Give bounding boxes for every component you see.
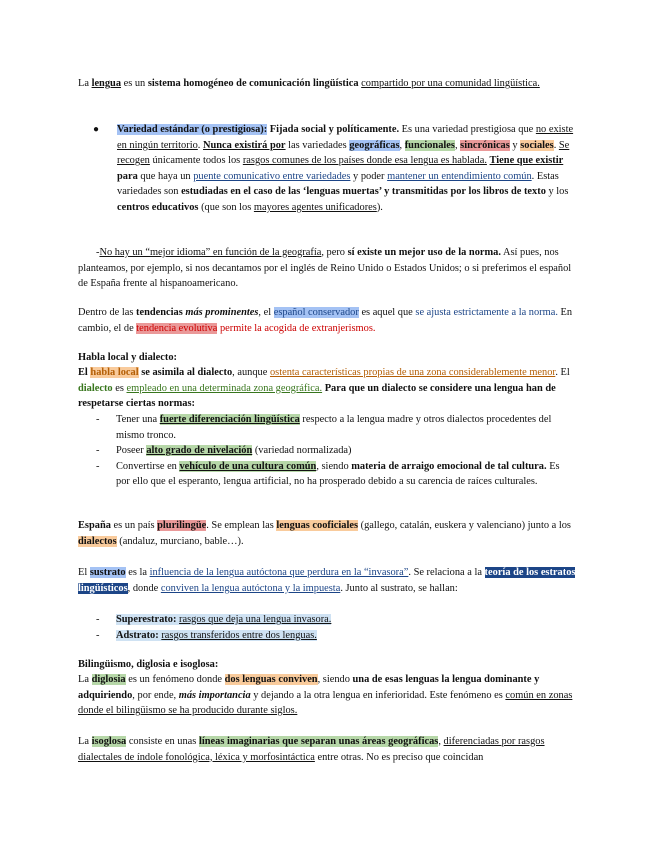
bullet-icon: ●: [93, 124, 100, 135]
definition-bold: sistema homogéneo de comunicación lingüística: [147, 78, 359, 89]
text: . El: [555, 367, 570, 378]
text: Fijada social y políticamente.: [267, 124, 400, 135]
text: es la: [125, 567, 150, 578]
text: permite la acogida de extranjerismos.: [217, 322, 376, 334]
text: conviven la lengua autóctona y la impuesta: [160, 582, 341, 594]
text: , aunque: [232, 367, 270, 378]
text: que haya un: [137, 170, 194, 182]
text: (andaluz, murciano, bable…).: [116, 535, 244, 547]
section-heading-habla-local: Habla local y dialecto:: [78, 352, 177, 363]
text: (que son los: [198, 201, 254, 213]
text: Se recogen: [117, 139, 570, 167]
text: Tener una: [116, 414, 160, 425]
dash-icon: -: [96, 614, 100, 625]
text: , siendo: [316, 460, 352, 472]
term-sustrato: sustrato: [89, 567, 126, 578]
dash-icon: -: [96, 629, 100, 641]
text: Nunca existirá por: [203, 139, 286, 151]
text: diferenciadas por rasgos dialectales de índole fonológica, léxica y morfosintáctica: [78, 736, 545, 763]
list-estratos: [96, 612, 576, 643]
list-item: [96, 459, 576, 490]
text: Tiene que existir: [489, 155, 564, 167]
text: y dejando a la otra lengua en inferioridad. Este fenómeno es: [250, 689, 506, 701]
text: No hay un “mejor idioma” en función de la geografía: [99, 247, 322, 258]
list-normas: [96, 412, 576, 490]
text: fuerte diferenciación lingüística: [159, 414, 300, 425]
text: una de esas lenguas la lengua dominante y adquiriendo: [78, 674, 540, 701]
term-dialecto: dialecto: [78, 382, 113, 394]
term-espanol-conservador: español conservador: [273, 307, 359, 318]
text: En cambio, el de: [78, 307, 573, 334]
text: se ajusta estrictamente a la norma.: [415, 307, 558, 318]
term-sociales: sociales: [520, 139, 554, 151]
text: rasgos comunes de los países donde esa lengua es hablada.: [242, 155, 487, 167]
text: Es por ello que el esperanto, lengua artificial, no ha prosperado debido a su carencia de raíces culturales.: [116, 460, 560, 488]
text: común en zonas donde el bilingüismo se ha producido durante siglos.: [78, 689, 573, 717]
term-sincronicas: sincrónicas: [460, 139, 510, 151]
text: alto grado de nivelación: [146, 445, 253, 457]
term-lenguas-cooficiales: lenguas cooficiales: [276, 520, 359, 531]
term-plurilingue: plurilingüe: [157, 520, 207, 531]
paragraph-diglosia: [78, 672, 578, 719]
paragraph-sustrato: [78, 565, 578, 596]
text: Así pues, nos planteamos, por ejemplo, si nos decantamos por el inglés de Reino Unido o Estados Unidos; o si preferimos el español de España frente al hispanoamericano.: [78, 247, 572, 290]
text: España: [78, 520, 111, 531]
text: ,: [454, 139, 461, 151]
text: Para que un dialecto se considere una lengua han de respetarse ciertas normas:: [78, 382, 556, 410]
text: y poder: [350, 170, 388, 182]
text: rasgos transferidos entre dos lenguas.: [161, 629, 317, 641]
text: estudiadas en el caso de las ‘lenguas muertas’ y transmitidas por los libros de texto: [181, 186, 546, 198]
term-tendencia-evolutiva: tendencia evolutiva: [136, 322, 218, 334]
text: vehículo de una cultura común: [179, 460, 317, 472]
text: .: [553, 139, 559, 151]
bullet-text: [117, 122, 575, 216]
text: y los: [545, 186, 569, 198]
text: consiste en unas: [126, 736, 199, 747]
paragraph-tendencias: [78, 305, 578, 336]
text: El: [78, 367, 91, 378]
text: empleado en una determinada zona geográfica.: [126, 382, 323, 394]
text: ).: [376, 201, 383, 213]
dash-icon: -: [96, 445, 100, 457]
text: , el: [258, 307, 274, 318]
term-superestrato: Superestrato:: [116, 614, 177, 625]
list-item: [96, 412, 576, 443]
text: Poseer: [116, 445, 147, 457]
text: .: [197, 139, 203, 151]
term-dialectos: dialectos: [78, 535, 117, 547]
text: , pero: [321, 247, 348, 258]
text: únicamente todos los: [149, 155, 243, 167]
term-isoglosa: isoglosa: [91, 736, 127, 747]
text: influencia de la lengua autóctona que perdura en la “invasora”: [149, 567, 409, 578]
text: centros educativos: [117, 201, 199, 213]
text: se asimila al dialecto: [138, 367, 233, 378]
term-dos-lenguas-conviven: dos lenguas conviven: [224, 674, 318, 685]
text: no existe en ningún territorio: [117, 124, 574, 151]
text: mantener un entendimiento común: [387, 170, 532, 182]
text: y: [509, 139, 521, 151]
text: ,: [438, 736, 444, 747]
text: La: [78, 674, 92, 685]
text: ,: [399, 139, 405, 151]
text: ostenta características propias de una zona considerablemente menor: [269, 367, 556, 378]
text: -: [96, 247, 100, 258]
text: es aquel que: [358, 307, 416, 318]
text: (gallego, catalán, euskera y valenciano) junto a los: [358, 520, 571, 531]
text: es un fenómeno donde: [125, 674, 225, 685]
text: para: [117, 170, 138, 182]
text: rasgos que deja una lengua invasora.: [179, 614, 332, 625]
text: es un: [121, 78, 148, 89]
text: (variedad normalizada): [252, 445, 352, 457]
paragraph-lengua-definition: [78, 76, 578, 92]
text: puente comunicativo entre variedades: [193, 170, 351, 182]
text: , donde: [127, 582, 161, 594]
term-diglosia: diglosia: [91, 674, 126, 685]
text: las variedades: [285, 139, 350, 151]
text: es: [112, 382, 127, 394]
dash-icon: -: [96, 414, 100, 425]
paragraph-espana: [78, 518, 578, 549]
dash-icon: -: [96, 460, 100, 472]
text: es un país: [110, 520, 158, 531]
term-lengua: lengua: [91, 78, 122, 89]
text: tendencias: [136, 307, 183, 318]
text: entre otras. No es preciso que coincidan: [314, 751, 484, 763]
text: . Junto al sustrato, se hallan:: [340, 582, 458, 594]
list-item: [96, 443, 576, 459]
section-heading-bilinguismo: Bilingüismo, diglosia e isoglosa:: [78, 659, 219, 670]
definition-underlined: compartido por una comunidad lingüística.: [361, 78, 540, 89]
list-item: [96, 612, 576, 628]
text: materia de arraigo emocional de tal cultura.: [351, 460, 547, 472]
text: La: [78, 78, 92, 89]
paragraph-mejor-idioma: [78, 245, 578, 292]
list-item: [96, 628, 576, 644]
paragraph-isoglosa: [78, 734, 578, 765]
bullet-variedad-estandar: [93, 122, 575, 216]
term-lineas-imaginarias: líneas imaginarias que separan unas áreas geográficas: [198, 736, 439, 747]
text: más prominentes: [185, 307, 259, 318]
text: , siendo: [317, 674, 353, 685]
text: más importancia: [178, 689, 251, 701]
text: sí existe un mejor uso de la norma.: [347, 247, 501, 258]
text: . Se emplean las: [206, 520, 277, 531]
text: Convertirse en: [116, 460, 180, 472]
term-habla-local: habla local: [90, 367, 139, 378]
text: . Se relaciona a la: [408, 567, 485, 578]
paragraph-habla-local: [78, 365, 578, 412]
text: La: [78, 736, 92, 747]
term-variedad-estandar: Variedad estándar (o prestigiosa):: [117, 124, 268, 135]
term-teoria-estratos: teoría de los estratos lingüísticos: [78, 567, 576, 594]
text: Es una variedad prestigiosa que: [399, 124, 536, 135]
text: mayores agentes unificadores: [253, 201, 377, 213]
text: . Estas variedades son: [117, 170, 559, 198]
term-funcionales: funcionales: [404, 139, 455, 151]
term-adstrato: Adstrato:: [116, 629, 159, 641]
text: El: [78, 567, 90, 578]
text: , por ende,: [132, 689, 179, 701]
text: respecto a la lengua madre y otros dialectos procedentes del mismo tronco.: [116, 414, 552, 441]
text: Dentro de las: [78, 307, 136, 318]
term-geograficas: geográficas: [349, 139, 400, 151]
